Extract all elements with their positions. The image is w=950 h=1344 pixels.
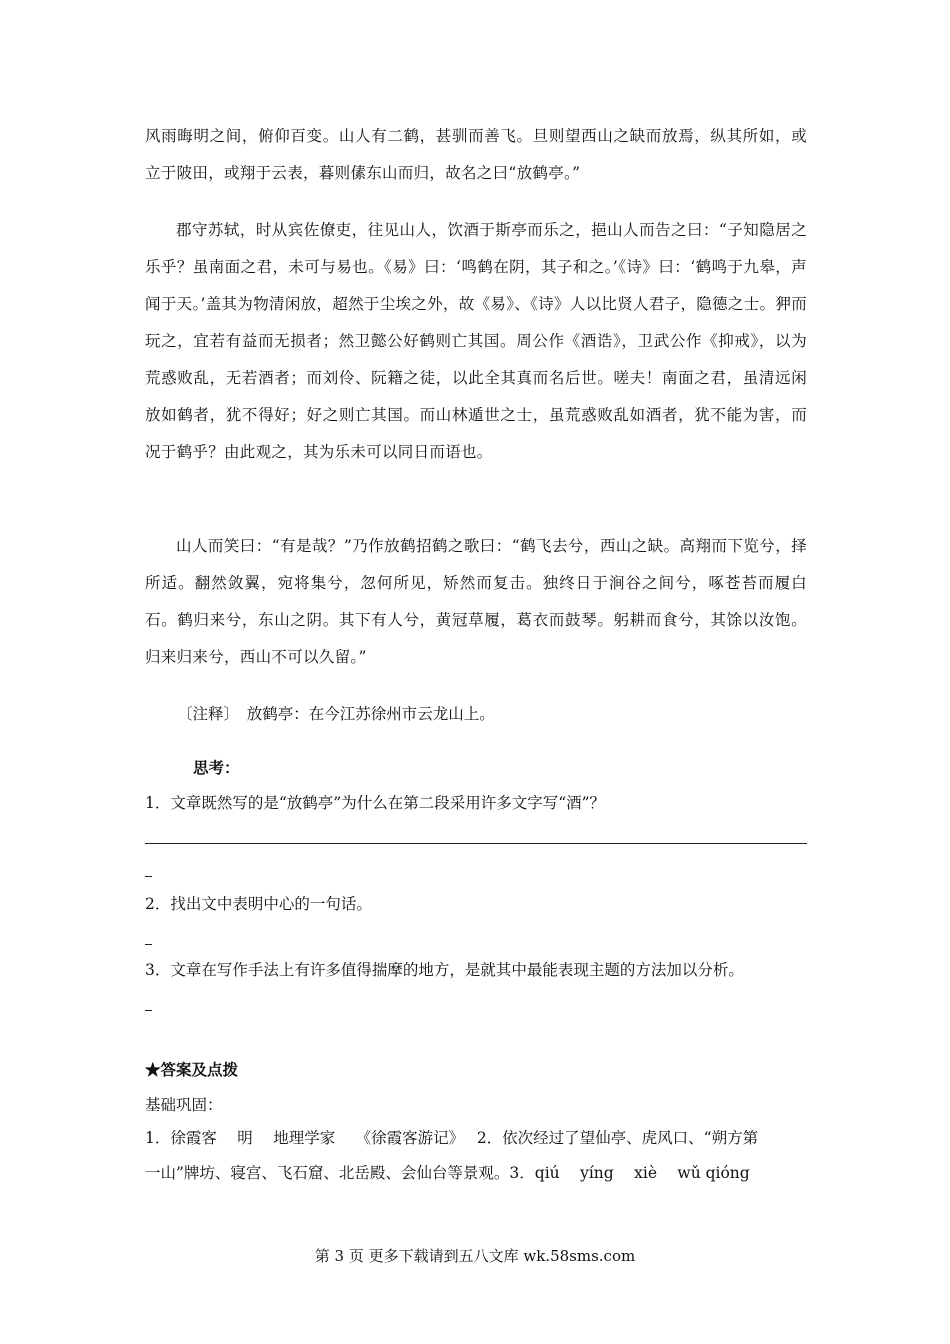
question-2: 2．找出文中表明中心的一句话。 (145, 895, 372, 913)
passage-paragraph-2: 郡守苏轼，时从宾佐僚吏，往见山人，饮酒于斯亭而乐之，挹山人而告之曰：“子知隐居之乐乎？虽南面之君，未可与易也。《易》曰：‘鸣鹤在阴，其子和之。’《诗》曰：‘鹤鸣于九皋，声闻于天。’盖其为物清闲放，超然于尘埃之外，故《易》、《诗》人以比贤人君子，隐德之士。狎而玩之，宜若有益而无损者；然卫懿公好鹤则亡其国。周公作《酒诰》，卫武公作《抑戒》，以为荒惑败乱，无若酒者；而刘伶、阮籍之徒，以此全其真而名后世。嗟夫！南面之君，虽清远闲放如鹤者，犹不得好；好之则亡其国。而山林遁世之士，虽荒惑败乱如酒者，犹不能为害，而况于鹤乎？由此观之，其为乐未可以同日而语也。 (145, 221, 807, 461)
answer-blank-2 (145, 944, 152, 945)
passage-paragraph-1: 风雨晦明之间，俯仰百变。山人有二鹤，甚驯而善飞。旦则望西山之缺而放焉，纵其所如，或立于陂田，或翔于云表，暮则傃东山而归，故名之曰“放鹤亭。” (145, 127, 807, 182)
answers-heading: ★答案及点拨 (145, 1060, 239, 1079)
question-1: 1．文章既然写的是“放鹤亭”为什么在第二段采用许多文字写“酒”？ (145, 794, 606, 812)
answer-line-1 (145, 843, 807, 844)
answer-blank-1 (145, 876, 152, 877)
answers-line-1: 1．徐霞客 明 地理学家 《徐霞客游记》 2．依次经过了望仙亭、虎风口、“朔方第 (145, 1129, 759, 1147)
passage-paragraph-3: 山人而笑曰：“有是哉？”乃作放鹤招鹤之歌曰：“鹤飞去兮，西山之缺。高翔而下览兮，择所适。翻然敛翼，宛将集兮，忽何所见，矫然而复击。独终日于涧谷之间兮，啄苍苔而履白石。鹤归来兮，东山之阴。其下有人兮，黄冠草履，葛衣而鼓琴。躬耕而食兮，其馀以汝饱。归来归来兮，西山不可以久留。” (145, 537, 807, 666)
answer-blank-3 (145, 1010, 152, 1011)
page-footer: 第 3 页 更多下载请到五八文库 wk.58sms.com (314, 1247, 636, 1265)
questions-heading: 思考： (193, 758, 240, 777)
question-3: 3．文章在写作手法上有许多值得揣摩的地方，是就其中最能表现主题的方法加以分析。 (145, 961, 744, 979)
answers-line-2: 一山”牌坊、寝宫、飞石窟、北岳殿、会仙台等景观。3．qiú yíng xiè wǔ qióng (145, 1164, 750, 1182)
answers-subheading: 基础巩固： (145, 1096, 223, 1114)
annotation-note: 〔注释〕 放鹤亭：在今江苏徐州市云龙山上。 (177, 705, 495, 723)
